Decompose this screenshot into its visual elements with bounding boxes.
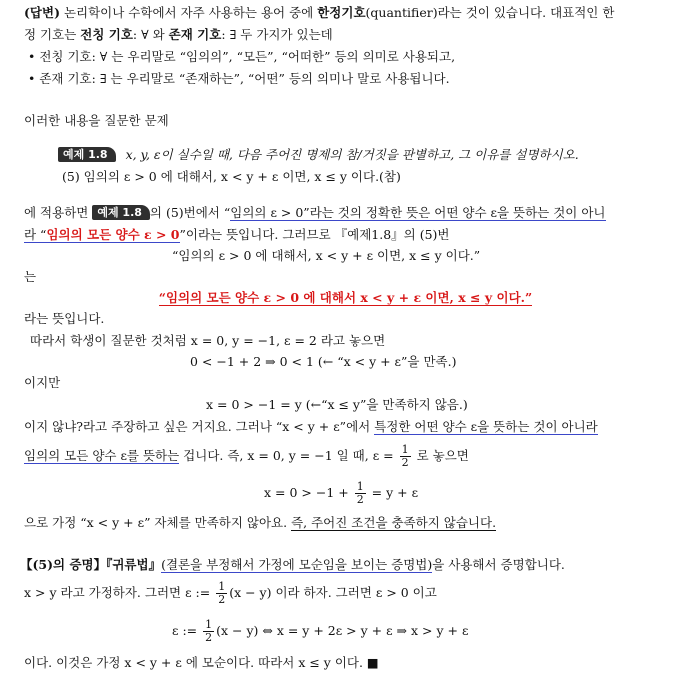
answer-text: (quantifier)라는 것이 있습니다. 대표적인 한 — [365, 5, 615, 20]
quantifier-term: 한정기호 — [317, 5, 366, 20]
proof-label: 【(5)의 증명】 — [20, 557, 107, 572]
para2-line-5 — [24, 514, 691, 532]
proof-conclusion: 이다. 이것은 가정 x < y + ε 에 모순이다. 따라서 x ≤ y 이다. ■ — [24, 655, 379, 670]
frac-num: 1 — [218, 580, 226, 593]
para-text: 을 사용해서 증명합니다. — [432, 557, 565, 572]
equation-3 — [264, 480, 691, 506]
fraction-half — [216, 581, 227, 606]
red-statement-row — [0, 289, 691, 307]
para1-line-2 — [24, 226, 691, 244]
para2-line-3 — [24, 418, 691, 436]
example-item-5: (5) 임의의 ε > 0 에 대해서, x < y + ε 이면, x ≤ y 이다.(참) — [62, 169, 401, 184]
para1-line-1 — [24, 204, 691, 222]
example-badge: 예제 1.8 — [58, 147, 116, 162]
answer-line-2 — [24, 26, 691, 44]
frac-num: 1 — [356, 480, 364, 493]
frac-den: 2 — [205, 631, 213, 644]
para1-meaning: 라는 뜻입니다. — [24, 311, 105, 326]
fraction-half — [400, 444, 411, 469]
example-badge-inline: 예제 1.8 — [92, 205, 150, 220]
para-text: 의 (5)번에서 “ — [149, 205, 231, 220]
para-neun: 는 — [24, 269, 37, 284]
eq-text: x = 0 > −1 + — [264, 485, 353, 500]
frac-den: 2 — [356, 493, 364, 506]
highlight-red: 임의의 모든 양수 ε > 0 — [46, 227, 180, 242]
proof-equation — [172, 618, 691, 644]
eq-text: ε := — [172, 623, 202, 638]
bullet-universal: • 전칭 기호: ∀ 는 우리말로 “임의의”, “모든”, “어떠한” 등의 의미로 사용되고, — [28, 49, 456, 64]
para2-line-1: 따라서 학생이 질문한 것처럼 x = 0, y = −1, ε = 2 라고 놓으면 — [30, 333, 386, 348]
answer-text: 정 기호는 — [24, 27, 81, 42]
quote-statement: “임의의 ε > 0 에 대해서, x < y + ε 이면, x ≤ y 이다.” — [172, 248, 481, 263]
frac-num: 1 — [205, 618, 213, 631]
para-text: 이지 않냐?라고 주장하고 싶은 거지요. 그러나 “x < y + ε”에서 — [24, 419, 375, 434]
para-text: ”이라는 뜻입니다. 그러므로 『예제1.8』의 (5)번 — [179, 227, 450, 242]
para-text: 으로 가정 “x < y + ε” 자체를 만족하지 않아요. — [24, 515, 292, 530]
underlined-text: 임의의 ε > 0”라는 것의 정확한 뜻은 어떤 양수 ε을 뜻하는 것이 아니 — [230, 205, 606, 220]
fraction-half — [355, 481, 366, 506]
proof-method: 『귀류법』 — [106, 557, 162, 572]
frac-num: 1 — [401, 443, 409, 456]
answer-line-1 — [24, 4, 691, 22]
para-text: 로 놓으면 — [412, 448, 469, 463]
underlined-text: (결론을 부정해서 가정에 모순임을 보이는 증명법) — [161, 557, 433, 572]
para-text: 겁니다. 즉, x = 0, y = −1 일 때, ε = — [179, 448, 398, 463]
underlined-text: 라 “ — [24, 227, 47, 242]
proof-text: (x − y) 이라 하자. 그러면 ε > 0 이고 — [229, 585, 437, 600]
answer-text: : ∀ 와 — [132, 27, 169, 42]
fraction-half — [203, 619, 214, 644]
example-line — [58, 146, 691, 164]
equation-1: 0 < −1 + 2 ⇒ 0 < 1 (← “x < y + ε”을 만족.) — [190, 354, 457, 369]
answer-text: : ∃ 두 가지가 있는데 — [221, 27, 333, 42]
eq-text: = y + ε — [367, 485, 419, 500]
underlined-text: 특정한 어떤 양수 ε을 뜻하는 것이 아니라 — [374, 419, 598, 434]
answer-text: 논리학이나 수학에서 자주 사용하는 용어 중에 — [59, 5, 318, 20]
proof-heading — [20, 556, 691, 574]
universal-term: 전칭 기호 — [80, 27, 133, 42]
intro-text: 이러한 내용을 질문한 문제 — [24, 113, 169, 128]
equation-2: x = 0 > −1 = y (←“x ≤ y”을 만족하지 않음.) — [206, 397, 468, 412]
para-text: 에 적용하면 — [24, 205, 93, 220]
frac-den: 2 — [401, 456, 409, 469]
underlined-text: 임의의 모든 양수 ε를 뜻하는 — [24, 448, 180, 463]
example-statement: x, y, ε이 실수일 때, 다음 주어진 명제의 참/거짓을 판별하고, 그 이유를 설명하시오. — [125, 147, 579, 162]
underlined-text: 즉, 주어진 조건을 충족하지 않습니다. — [291, 515, 497, 530]
eq-text: (x − y) ⇔ x = y + 2ε > y + ε ⇒ x > y + ε — [216, 623, 469, 638]
proof-text: x > y 라고 가정하자. 그러면 ε := — [24, 585, 215, 600]
red-statement: “임의의 모든 양수 ε > 0 에 대해서 x < y + ε 이면, x ≤ y 이다.” — [158, 290, 533, 305]
frac-den: 2 — [218, 593, 226, 606]
bullet-existential: • 존재 기호: ∃ 는 우리말로 “존재하는”, “어떤” 등의 의미나 말로 사용됩니다. — [28, 71, 450, 86]
answer-label: (답변) — [24, 5, 60, 20]
para2-line-2: 이지만 — [24, 375, 61, 390]
existential-term: 존재 기호 — [168, 27, 222, 42]
proof-line-1 — [24, 580, 691, 606]
para2-line-4 — [24, 443, 691, 469]
